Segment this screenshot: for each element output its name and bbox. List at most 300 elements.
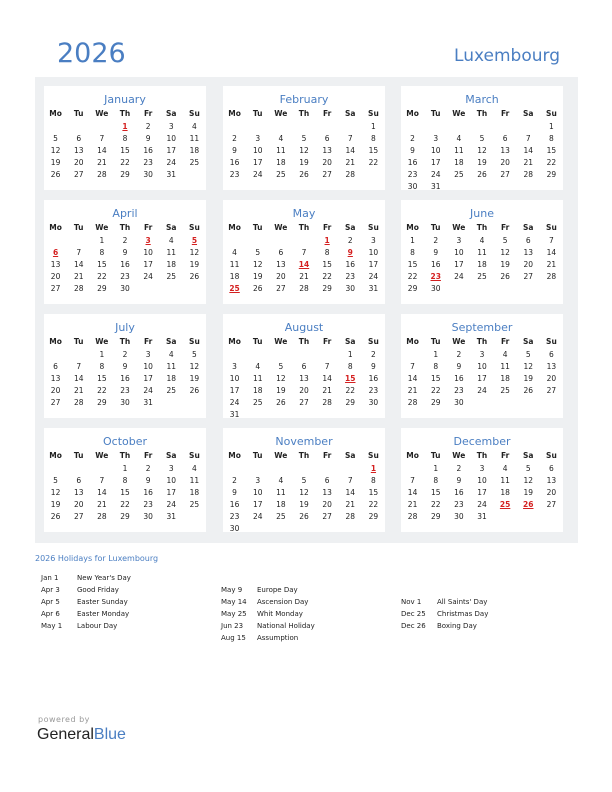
weekday-header: Th [476,451,488,460]
day-cell: 9 [232,145,237,155]
weekday-header: Sa [166,223,177,232]
day-cell [90,462,113,474]
day-cell: 17 [430,157,441,167]
weekday-header: Su [189,451,200,460]
holiday-item-name: Good Friday [77,586,119,594]
day-cell: 23 [120,271,130,281]
day-cell: 15 [97,259,107,269]
week-row [44,360,206,372]
weekday-header: Tu [252,451,263,460]
day-cell: 14 [73,373,84,383]
day-cell [401,120,424,132]
day-cell: 24 [368,271,379,281]
day-cell: 8 [324,247,330,257]
day-cell [540,396,563,408]
day-cell: 20 [73,157,84,167]
month-name: April [112,207,138,220]
day-cell [517,396,540,408]
day-cell: 3 [232,361,237,371]
day-cell: 8 [122,475,128,485]
day-cell: 18 [276,499,286,509]
day-cell: 11 [500,361,510,371]
day-cell: 16 [407,157,418,167]
weekday-header: Sa [166,337,177,346]
day-cell [316,120,339,132]
day-cell: 20 [500,157,510,167]
day-cell [424,120,447,132]
weekday-header: Fr [500,109,510,118]
month-name: March [465,93,499,106]
day-cell: 6 [76,475,82,485]
day-cell: 25 [189,499,200,509]
day-cell: 17 [477,373,487,383]
month-table [401,449,563,522]
day-cell: 14 [322,373,332,383]
day-cell [292,462,315,474]
day-cell: 24 [477,499,487,509]
day-cell: 25 [166,385,177,395]
holiday-date: 26 [523,499,534,509]
day-cell: 31 [143,397,153,407]
day-cell: 12 [189,247,200,257]
day-cell: 12 [50,487,61,497]
day-cell: 14 [523,145,534,155]
week-row [223,498,385,510]
day-cell: 28 [546,271,557,281]
day-cell: 27 [73,511,84,521]
day-cell: 10 [252,487,263,497]
day-cell: 18 [166,373,177,383]
holiday-item [221,610,315,622]
month-table [44,449,206,522]
day-cell: 11 [189,133,200,143]
day-cell: 12 [189,361,200,371]
day-cell: 12 [299,487,309,497]
day-cell: 4 [168,349,174,359]
month-table [223,449,385,534]
weekday-header: Mo [406,223,419,232]
month-table [223,335,385,420]
day-cell: 16 [345,259,356,269]
day-cell: 2 [371,349,376,359]
day-cell: 3 [145,349,151,359]
day-cell: 7 [99,133,105,143]
day-cell [223,462,246,474]
week-row [44,132,206,144]
day-cell: 14 [73,259,84,269]
day-cell: 16 [454,487,464,497]
day-cell: 8 [433,475,439,485]
day-cell [470,396,493,408]
day-cell: 26 [523,385,534,395]
day-cell: 29 [120,169,130,179]
day-cell [223,234,246,246]
weekday-header: We [274,223,288,232]
day-cell [292,234,315,246]
day-cell: 10 [454,247,464,257]
day-cell: 29 [97,397,107,407]
week-row [223,132,385,144]
month-table [44,107,206,180]
week-row [44,168,206,180]
week-row [223,270,385,282]
week-row [223,522,385,534]
day-cell: 4 [502,463,508,473]
weekday-header: Fr [322,451,332,460]
month-april [44,200,206,304]
weekday-header: Mo [49,109,62,118]
holiday-item-date: Jun 23 [221,622,244,630]
day-cell: 30 [229,523,240,533]
day-cell: 9 [145,475,151,485]
day-cell: 28 [299,283,309,293]
day-cell: 19 [252,271,263,281]
day-cell: 18 [477,259,487,269]
day-cell: 12 [252,259,263,269]
weekday-header: Fr [143,337,153,346]
holiday-item-name: New Year's Day [77,574,131,582]
month-november [223,428,385,532]
holiday-item-name: Ascension Day [257,598,309,606]
week-row [223,246,385,258]
day-cell: 15 [120,145,130,155]
day-cell: 14 [407,487,418,497]
day-cell: 20 [523,259,534,269]
week-row [223,396,385,408]
day-cell: 23 [143,499,153,509]
day-cell: 17 [143,373,153,383]
weekday-header: Th [298,223,310,232]
day-cell: 20 [276,271,286,281]
weekday-header: Sa [523,337,534,346]
weekday-header: Th [298,109,310,118]
weekday-header: Fr [322,337,332,346]
week-row [44,234,206,246]
day-cell: 28 [322,397,332,407]
day-cell: 2 [433,235,439,245]
day-cell [540,282,563,294]
day-cell: 29 [368,511,379,521]
weekday-header: Th [119,451,131,460]
week-row [223,156,385,168]
day-cell: 14 [97,145,107,155]
day-cell: 22 [430,385,441,395]
day-cell: 8 [347,361,353,371]
month-december [401,428,563,532]
day-cell [67,348,90,360]
holiday-column [401,598,488,634]
day-cell: 7 [347,133,353,143]
day-cell: 6 [301,361,307,371]
day-cell: 28 [73,283,84,293]
day-cell: 5 [53,475,58,485]
week-row [44,372,206,384]
weekday-header: Th [119,223,131,232]
weekday-header: Sa [523,109,534,118]
weekday-header: Su [368,223,379,232]
day-cell: 23 [120,385,130,395]
day-cell: 2 [456,463,462,473]
day-cell: 30 [120,283,130,293]
day-cell: 7 [76,247,82,257]
day-cell: 7 [410,475,415,485]
week-row [401,270,563,282]
day-cell: 8 [549,133,554,143]
day-cell [494,396,517,408]
day-cell: 7 [99,475,105,485]
week-row [44,270,206,282]
holiday-item-name: Labour Day [77,622,118,630]
weekday-header: Su [546,223,557,232]
week-row [223,408,385,420]
day-cell: 21 [73,385,84,395]
day-cell: 22 [97,385,107,395]
day-cell: 17 [368,259,379,269]
weekday-header: We [452,337,466,346]
day-cell: 3 [479,463,485,473]
day-cell: 10 [143,361,153,371]
day-cell: 19 [189,259,200,269]
day-cell [316,348,339,360]
day-cell [269,522,292,534]
day-cell: 8 [371,475,376,485]
day-cell: 13 [299,373,309,383]
day-cell [517,282,540,294]
day-cell: 22 [546,157,557,167]
day-cell: 15 [97,373,107,383]
day-cell: 29 [407,283,418,293]
week-row [401,246,563,258]
weekday-header: Su [546,109,557,118]
day-cell: 10 [252,145,263,155]
day-cell: 27 [50,397,61,407]
day-cell: 4 [192,121,197,131]
day-cell: 25 [166,271,177,281]
month-name: October [102,435,148,448]
day-cell: 18 [189,145,200,155]
day-cell: 22 [430,499,441,509]
weekday-header: Sa [166,109,177,118]
day-cell: 9 [145,133,151,143]
holiday-item [221,622,315,634]
day-cell: 29 [430,397,441,407]
country-title: Luxembourg [454,46,560,66]
week-row [401,258,563,270]
day-cell: 27 [276,283,286,293]
day-cell [160,396,183,408]
day-cell: 15 [368,487,379,497]
month-table [401,221,563,294]
day-cell: 4 [502,349,508,359]
month-name: June [470,207,494,220]
day-cell: 28 [523,169,534,179]
day-cell [362,522,385,534]
day-cell: 28 [97,169,107,179]
week-row [44,348,206,360]
day-cell: 26 [500,271,510,281]
day-cell: 18 [500,487,510,497]
day-cell: 24 [252,169,263,179]
week-row [401,486,563,498]
day-cell: 7 [347,475,353,485]
weekday-header: Tu [73,451,84,460]
day-cell: 15 [546,145,557,155]
month-name: September [451,321,513,334]
day-cell: 8 [433,361,439,371]
day-cell [362,168,385,180]
holiday-date: 25 [229,283,240,293]
day-cell: 24 [166,499,177,509]
holiday-item-date: Dec 25 [401,610,426,618]
day-cell [316,408,339,420]
day-cell: 24 [477,385,487,395]
day-cell: 17 [454,259,464,269]
day-cell: 4 [479,235,485,245]
day-cell: 29 [345,397,356,407]
weekday-header: Tu [73,223,84,232]
holiday-item-date: Apr 5 [41,598,60,606]
weekday-header: We [95,337,109,346]
week-row [401,234,563,246]
day-cell: 26 [50,169,61,179]
day-cell: 19 [189,373,200,383]
weekday-header: Sa [523,223,534,232]
day-cell [137,282,160,294]
day-cell: 9 [371,361,376,371]
generalblue-logo[interactable] [37,726,126,744]
day-cell [67,120,90,132]
day-cell: 1 [371,121,376,131]
day-cell: 1 [433,349,439,359]
day-cell: 6 [76,133,82,143]
day-cell: 12 [50,145,61,155]
day-cell: 12 [299,145,309,155]
holiday-item-date: May 14 [221,598,247,606]
day-cell: 29 [546,169,557,179]
week-row [401,462,563,474]
day-cell: 20 [50,385,61,395]
day-cell: 26 [189,385,200,395]
day-cell: 21 [73,271,84,281]
day-cell: 11 [454,145,464,155]
day-cell: 10 [166,475,177,485]
day-cell: 9 [122,361,128,371]
day-cell: 6 [549,349,554,359]
day-cell: 4 [192,463,197,473]
week-row [44,384,206,396]
day-cell: 23 [345,271,356,281]
weekday-header: Su [368,337,379,346]
day-cell: 1 [433,463,439,473]
week-row [44,258,206,270]
week-row [223,510,385,522]
day-cell: 25 [500,385,510,395]
day-cell: 29 [97,283,107,293]
weekday-header: We [95,109,109,118]
day-cell: 24 [229,397,240,407]
day-cell: 5 [192,349,197,359]
day-cell: 13 [500,145,510,155]
day-cell: 9 [232,487,237,497]
week-row [401,144,563,156]
day-cell: 18 [252,385,263,395]
day-cell [447,120,470,132]
week-row [401,180,563,192]
weekday-header: Fr [143,109,153,118]
day-cell [269,462,292,474]
day-cell: 19 [276,385,286,395]
day-cell [401,462,424,474]
day-cell: 27 [322,169,332,179]
weekday-header: Mo [49,223,62,232]
day-cell [339,462,362,474]
month-june [401,200,563,304]
day-cell: 10 [430,145,441,155]
day-cell: 29 [430,511,441,521]
day-cell: 18 [276,157,286,167]
day-cell [44,462,67,474]
day-cell [269,120,292,132]
day-cell: 16 [120,373,130,383]
day-cell [339,120,362,132]
day-cell: 23 [368,385,379,395]
holiday-item-date: Jan 1 [41,574,59,582]
day-cell: 17 [166,145,177,155]
day-cell: 5 [525,349,531,359]
day-cell: 3 [255,133,261,143]
day-cell [401,348,424,360]
day-cell: 12 [276,373,286,383]
holiday-item-name: Whit Monday [257,610,303,618]
weekday-header: We [452,109,466,118]
month-name: August [284,321,324,334]
day-cell: 31 [166,169,177,179]
day-cell: 15 [407,259,418,269]
day-cell [292,408,315,420]
week-row [223,462,385,474]
month-table [223,221,385,294]
day-cell: 31 [477,511,487,521]
day-cell [470,120,493,132]
week-row [401,282,563,294]
week-row [223,384,385,396]
week-row [44,144,206,156]
holiday-item-date: Apr 3 [41,586,60,594]
day-cell: 30 [454,397,464,407]
week-row [44,498,206,510]
day-cell: 28 [73,397,84,407]
week-row [44,282,206,294]
day-cell: 3 [456,235,462,245]
day-cell: 24 [166,157,177,167]
month-september [401,314,563,418]
month-name: July [115,321,135,334]
day-cell [447,180,470,192]
day-cell: 22 [407,271,418,281]
day-cell: 9 [122,247,128,257]
week-row [401,348,563,360]
day-cell: 17 [143,259,153,269]
weekday-header: Sa [523,451,534,460]
day-cell: 22 [322,271,332,281]
day-cell [292,522,315,534]
day-cell [246,462,269,474]
weekday-header: Mo [406,451,419,460]
day-cell [223,120,246,132]
holiday-date: 1 [324,235,330,245]
weekday-header: Th [476,223,488,232]
day-cell: 14 [407,373,418,383]
